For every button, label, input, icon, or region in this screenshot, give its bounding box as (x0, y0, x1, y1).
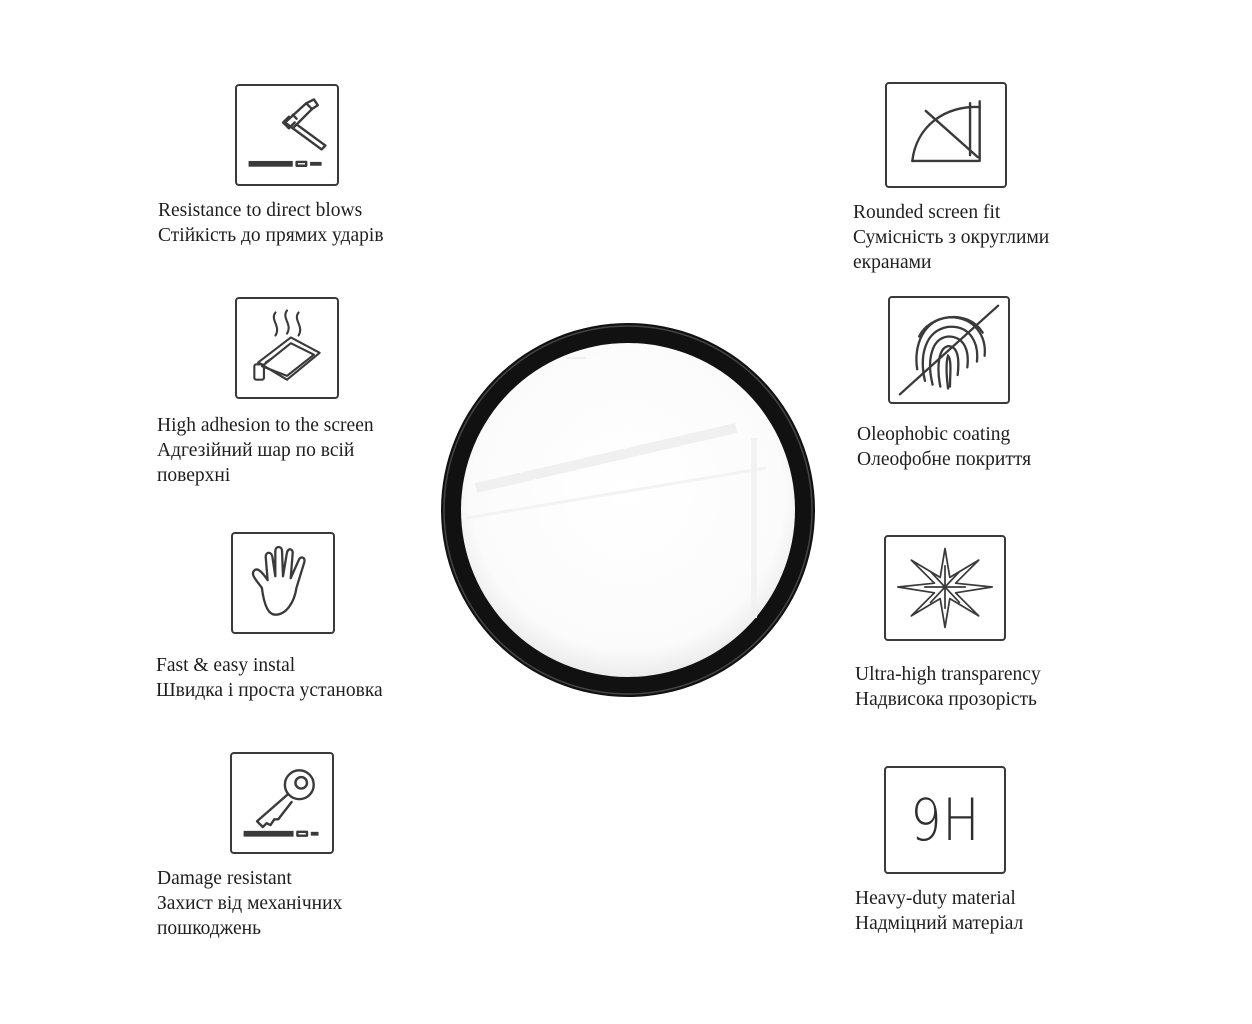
9h-icon (884, 766, 1006, 874)
feature-title-en: High adhesion to the screen (157, 415, 374, 436)
feature-title-en: Heavy-duty material (855, 888, 1016, 909)
feature-title-en: Ultra-high transparency (855, 664, 1041, 685)
feature-title-ua-2: поверхні (157, 465, 231, 486)
hand-icon (231, 532, 335, 634)
feature-title-ua-2: пошкоджень (157, 918, 261, 939)
round-screen-protector (436, 318, 820, 702)
feature-title-ua: Захист від механічних (157, 893, 343, 914)
key-scratch-icon (230, 752, 334, 854)
feature-title-ua: Надміцний матеріал (855, 913, 1024, 934)
adhesion-icon (235, 297, 339, 399)
feature-title-ua: Надвисока прозорість (855, 689, 1037, 710)
feature-title-en: Rounded screen fit (853, 202, 1001, 223)
feature-title-ua: Адгезійний шар по всій (157, 440, 355, 461)
feature-title-ua: Олеофобне покриття (857, 449, 1032, 470)
9h-icon-text: 9H (909, 786, 981, 854)
feature-title-en: Damage resistant (157, 868, 292, 889)
fingerprint-icon (888, 296, 1010, 404)
rounded-fit-icon (885, 82, 1007, 188)
feature-title-en: Fast & easy instal (156, 655, 296, 676)
sparkle-icon (884, 535, 1006, 641)
feature-title-en: Oleophobic coating (857, 424, 1011, 445)
feature-title-ua: Швидка і проста установка (156, 680, 383, 701)
feature-title-en: Resistance to direct blows (158, 200, 363, 221)
feature-title-ua-2: екранами (853, 252, 932, 273)
feature-title-ua: Сумісність з округлими (853, 227, 1050, 248)
hammer-icon (235, 84, 339, 186)
feature-title-ua: Стійкість до прямих ударів (158, 225, 384, 246)
